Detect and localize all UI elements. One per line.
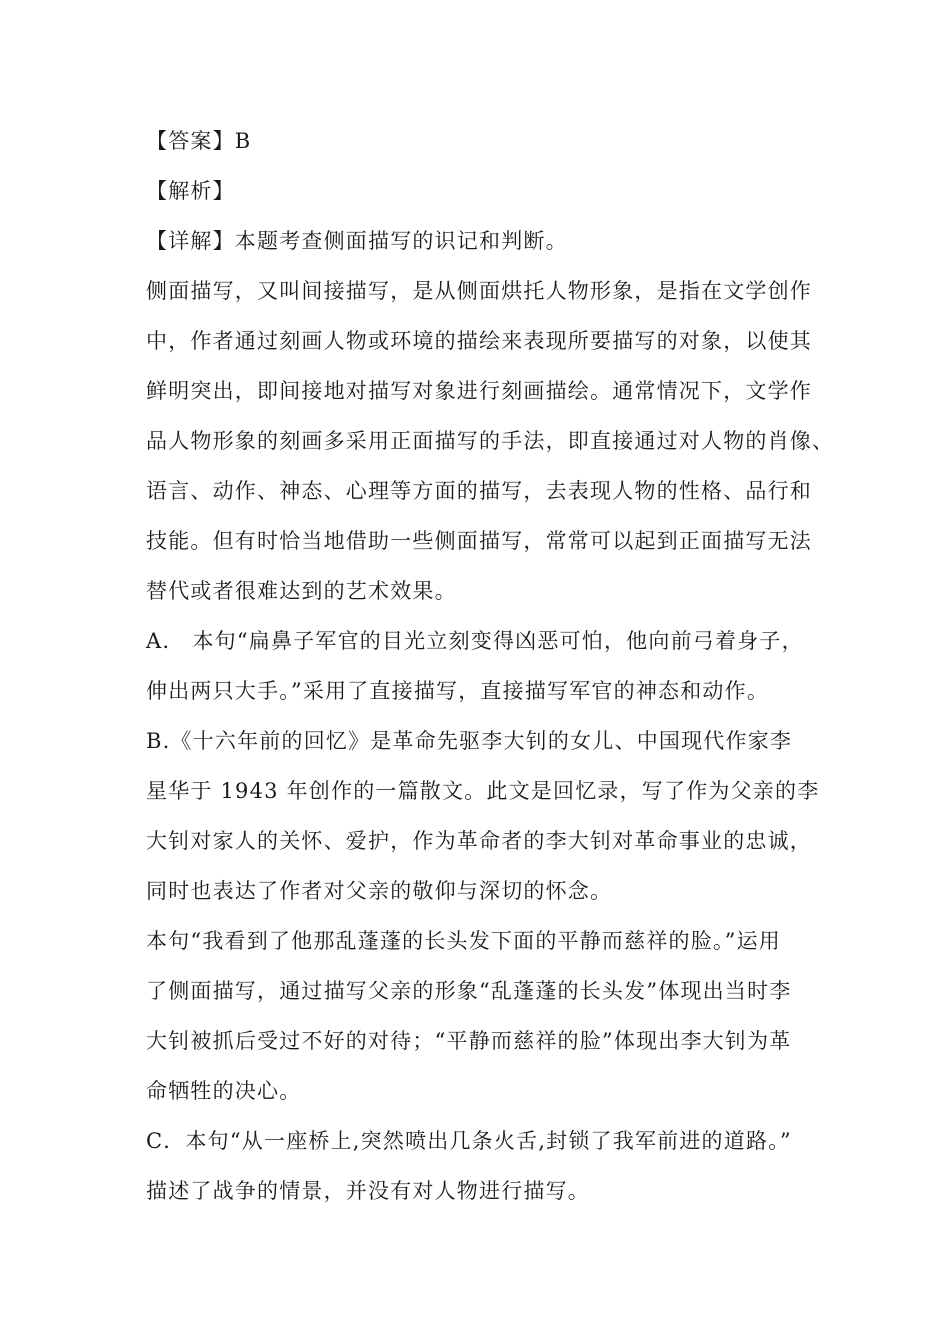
option-b-analysis-line: 命牺牲的决心。 <box>146 1079 302 1103</box>
option-c <box>146 1116 826 1216</box>
paragraph-side-description <box>146 266 835 616</box>
detail-line: 【详解】本题考查侧面描写的识记和判断。 <box>146 229 568 253</box>
option-b-line: 大钊对家人的关怀、爱护，作为革命者的李大钊对革命事业的忠诚， <box>146 829 812 853</box>
paragraph-line: 侧面描写，又叫间接描写，是从侧面烘托人物形象，是指在文学创作 <box>146 279 812 303</box>
option-b <box>146 716 826 916</box>
option-b-analysis-line: 大钊被抓后受过不好的对待；“平静而慈祥的脸”体现出李大钊为革 <box>146 1029 792 1053</box>
answer-line: 【答案】B <box>146 129 252 153</box>
option-b-analysis <box>146 916 826 1116</box>
option-b-line: 同时也表达了作者对父亲的敬仰与深切的怀念。 <box>146 879 613 903</box>
paragraph-line: 鲜明突出，即间接地对描写对象进行刻画描绘。通常情况下，文学作 <box>146 379 812 403</box>
option-c-line: 描述了战争的情景，并没有对人物进行描写。 <box>146 1179 590 1203</box>
option-b-line: 星华于 1943 年创作的一篇散文。此文是回忆录，写了作为父亲的李 <box>146 779 820 803</box>
option-b-analysis-line: 了侧面描写，通过描写父亲的形象“乱蓬蓬的长头发”体现出当时李 <box>146 979 792 1003</box>
option-c-line: C．本句“从一座桥上,突然喷出几条火舌,封锁了我军前进的道路。” <box>146 1129 792 1153</box>
option-b-line: B.《十六年前的回忆》是革命先驱李大钊的女儿、中国现代作家李 <box>146 729 793 753</box>
paragraph-line: 技能。但有时恰当地借助一些侧面描写，常常可以起到正面描写无法 <box>146 529 812 553</box>
option-a-line: A. 本句“扁鼻子军官的目光立刻变得凶恶可怕，他向前弓着身子， <box>146 629 804 653</box>
option-a-line: 伸出两只大手。”采用了直接描写，直接描写军官的神态和动作。 <box>146 679 770 703</box>
paragraph-line: 品人物形象的刻画多采用正面描写的手法，即直接通过对人物的肖像、 <box>146 429 835 453</box>
option-b-analysis-line: 本句“我看到了他那乱蓬蓬的长头发下面的平静而慈祥的脸。”运用 <box>146 929 781 953</box>
document-body <box>146 116 835 1216</box>
paragraph-line: 替代或者很难达到的艺术效果。 <box>146 579 457 603</box>
analysis-heading: 【解析】 <box>146 179 235 203</box>
paragraph-line: 中，作者通过刻画人物或环境的描绘来表现所要描写的对象，以使其 <box>146 329 812 353</box>
option-a <box>146 616 826 716</box>
paragraph-line: 语言、动作、神态、心理等方面的描写，去表现人物的性格、品行和 <box>146 479 812 503</box>
